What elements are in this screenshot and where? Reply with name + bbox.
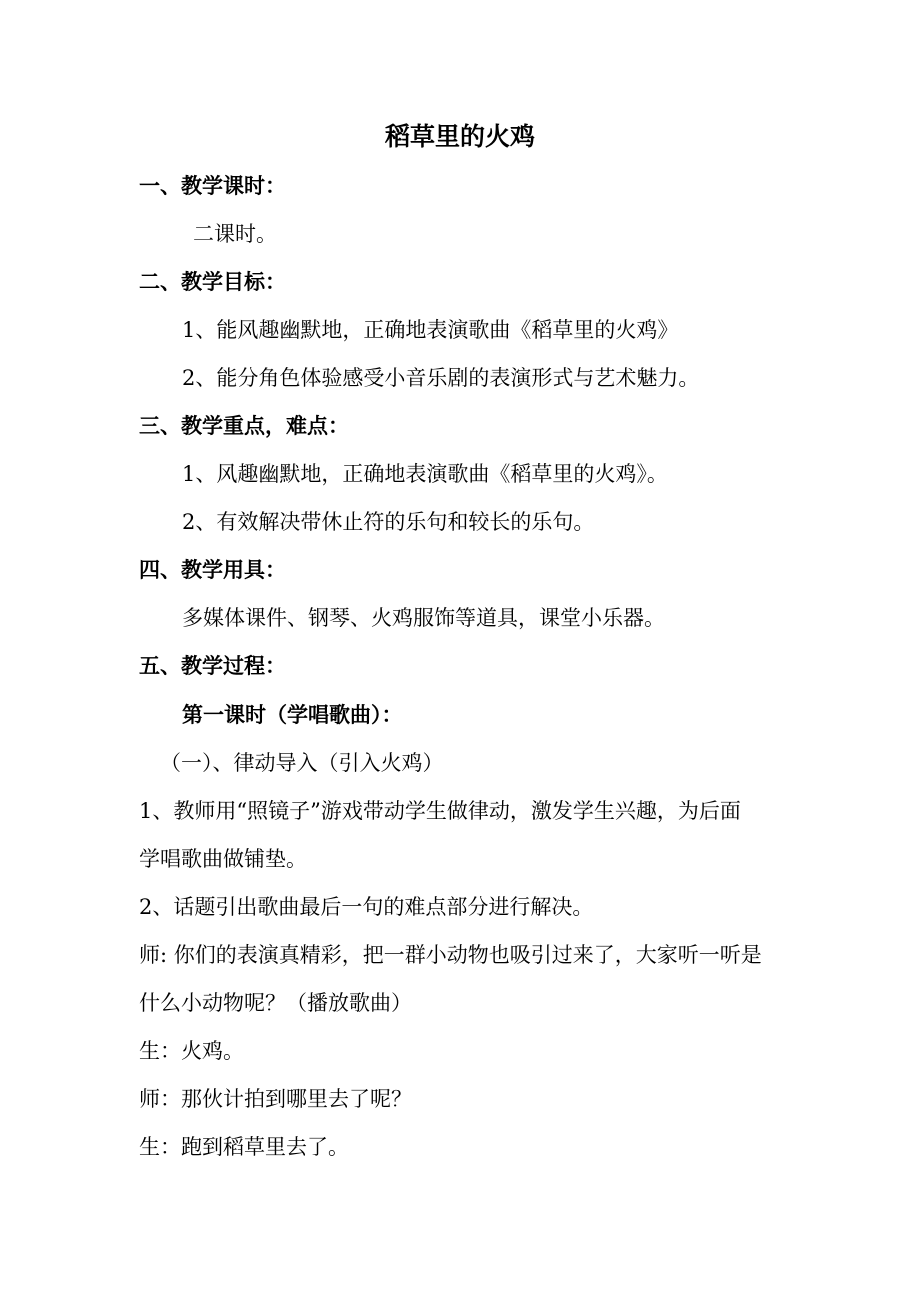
section-heading-key-points: 三、教学重点，难点： (139, 413, 349, 438)
part-1-heading: （一）、律动导入（引入火鸡） (160, 751, 444, 775)
lesson-1-heading: 第一课时（学唱歌曲）： (182, 702, 403, 727)
objective-item-2: 2、能分角色体验感受小音乐剧的表演形式与艺术魅力。 (182, 366, 700, 390)
dialogue-student-2: 生：跑到稻草里去了。 (139, 1135, 349, 1159)
section-heading-objectives: 二、教学目标： (139, 269, 286, 294)
key-point-item-2: 2、有效解决带休止符的乐句和较长的乐句。 (182, 510, 595, 534)
dialogue-teacher-1-line-1: 师: 你们的表演真精彩，把一群小动物也吸引过来了，大家听一听是 (139, 943, 762, 967)
dialogue-teacher-1-line-2: 什么小动物呢？（播放歌曲） (139, 991, 412, 1015)
section-heading-process: 五、教学过程： (139, 653, 286, 678)
class-hours-text: 二课时。 (193, 222, 277, 246)
paragraph-2: 2、话题引出歌曲最后一句的难点部分进行解决。 (139, 895, 594, 919)
key-point-item-1: 1、风趣幽默地，正确地表演歌曲《稻草里的火鸡》。 (182, 462, 668, 486)
document-title: 稻草里的火鸡 (384, 122, 535, 151)
paragraph-1-line-1: 1、教师用“照镜子”游戏带动学生做律动，激发学生兴趣，为后面 (139, 799, 741, 823)
section-heading-tools: 四、教学用具： (139, 557, 286, 582)
section-heading-class-hours: 一、教学课时： (139, 173, 286, 198)
dialogue-teacher-2: 师：那伙计拍到哪里去了呢？ (139, 1087, 412, 1111)
tools-text: 多媒体课件、钢琴、火鸡服饰等道具，课堂小乐器。 (182, 606, 665, 630)
objective-item-1: 1、能风趣幽默地，正确地表演歌曲《稻草里的火鸡》 (182, 318, 679, 342)
paragraph-1-line-2: 学唱歌曲做铺垫。 (139, 847, 307, 871)
dialogue-student-1: 生：火鸡。 (139, 1039, 244, 1063)
